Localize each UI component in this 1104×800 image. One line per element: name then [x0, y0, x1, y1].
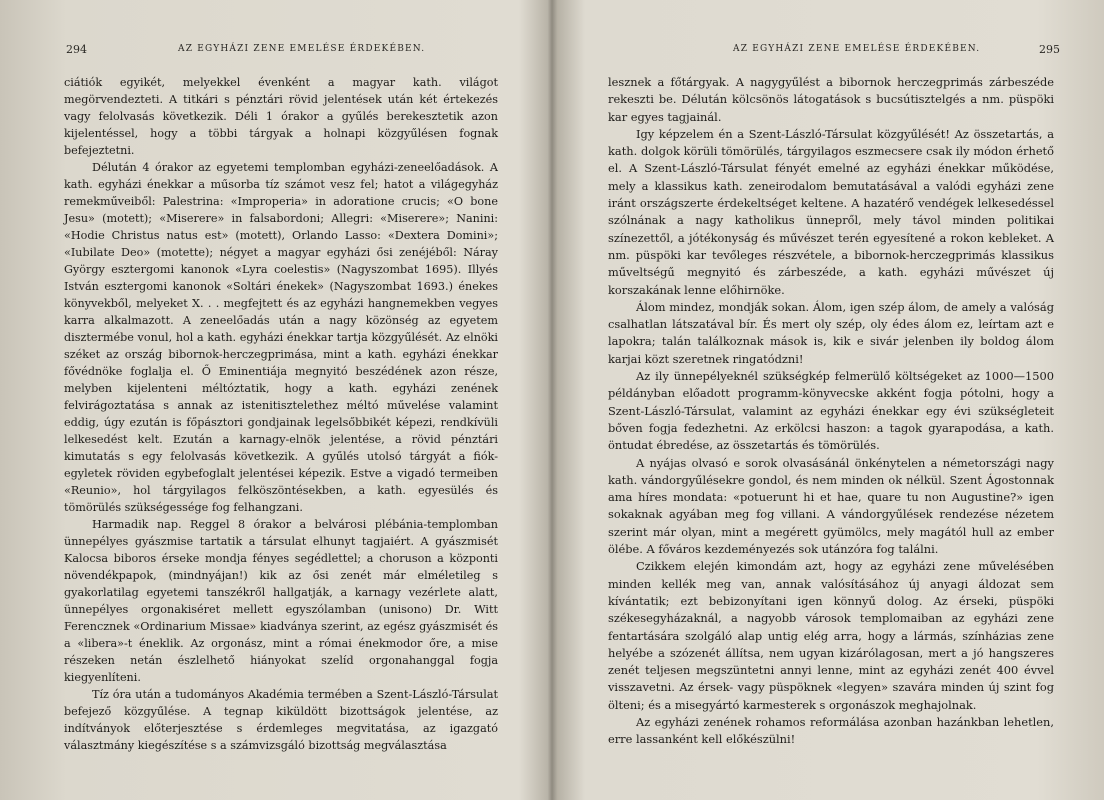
- paragraph: Az ily ünnepélyeknél szükségkép felmerülő költségeket az 1000—1500 példányban előadott programm-könyvecske akként fogja pótolni, hogy a Szent-László-Társulat, valamint az egyházi énekkar egy évi szükségleteit bőven fogja fedezhetni. Az erkölcsi haszon: a tagok gyarapodása, a kath. öntudat ébredése, az összetartás és tömörülés.: [608, 369, 1054, 453]
- page-number: 295: [1039, 43, 1060, 56]
- paragraph: Tíz óra után a tudományos Akadémia termében a Szent-László-Társulat befejező közgyűlése. A tegnap kiküldött bizottságok jelentése, az indítványok előterjesztése s érdemleges megvitatása, az igazgató választmány kiegészítése s a számvizsgáló bizottság megválasztása: [64, 688, 498, 752]
- paragraph: Czikkem elején kimondám azt, hogy az egyházi zene művelésében minden kellék meg van, annak valósításához új anyagi áldozat sem kívántatik; ezt bebizonyítani igen könnyű dolog. Az érseki, püspöki székesegyházaknál, a nagyobb városok templomaiban az egyházi zene fentartására szolgáló alap untig elég arra, hogy a lármás, színházias zene helyébe a szózenét állítsa, nem ugyan kizárólagosan, mert a jó hangszeres zenét teljesen megszüntetni annyi lenne, mint az egyházi zenét 400 évvel visszavetni. Az érsek- vagy püspöknek «legyen» szavára minden új szint fog ölteni; és a misegyártó karmesterek s orgonászok meghajolnak.: [608, 559, 1054, 712]
- running-head: AZ EGYHÁZI ZENE EMELÉSE ÉRDEKÉBEN.: [178, 44, 426, 54]
- paragraph: Álom mindez, mondják sokan. Álom, igen szép álom, de amely a valóság csalhatlan látszatával bír. És mert oly szép, oly édes álom ez, leírtam azt e lapokra; talán találkoznak mások is, kik e sivár jelenben ily boldog álom karjai közt szeretnek ringatódzni!: [608, 299, 1054, 366]
- paragraph: Igy képzelem én a Szent-László-Társulat közgyűlését! Az összetartás, a kath. dolgok körüli tömörülés, tárgyilagos eszmecsere csak ily módon érhető el. A Szent-László-Társulat fényét emelné az egyházi énekkar működése, mely a klassikus kath. zeneirodalom bemutatásával a valódi egyházi zene iránt országszerte érdekeltséget keltene. A hazatérő vendégek lelkesedéssel szólnának a nagy katholikus ünnepről, mely távol minden politikai színezettől, a jótékonyság és művészet terén egyesítené a rokon kebleket. A nm. püspöki kar tevőleges részvétele, a bibornok-herczegprimás klassikus műveltségű megnyitó és zárbeszéde, a kath. egyházi művészet új korszakának lenne előhirnöke.: [608, 126, 1054, 297]
- paragraph: A nyájas olvasó e sorok olvasásánál önkénytelen a németországi nagy kath. vándorgyűlésekre gondol, és nem minden ok nélkül. Szent Ágostonnak ama híres mondata: «potuerunt hi et hae, quare tu non Augustine?» igen sokaknak agyában meg fog villani. A vándorgyűlések rendezése nézetem szerint már olyan, mint a megérett gyümölcs, mely magától hull az ember ölébe. A főváros kezdeményezés sok utánzóra fog találni.: [608, 455, 1054, 557]
- paragraph: ciátiók egyikét, melyekkel évenként a magyar kath. világot megörvendezteti. A titkári s pénztári rövid jelentések után két értekezés vagy felolvasás következik. Déli 1 órakor a gyűlés berekesztetik azon kijelentéssel, hogy a többi tárgyak a holnapi közgyűlésen fognak befejeztetni.: [64, 76, 498, 157]
- running-head: AZ EGYHÁZI ZENE EMELÉSE ÉRDEKÉBEN.: [733, 44, 981, 54]
- left-page-text: [64, 74, 498, 754]
- right-page-text: [608, 74, 1054, 749]
- page-number: 294: [66, 43, 87, 56]
- paragraph: Harmadik nap. Reggel 8 órakor a belvárosi plébánia-templomban ünnepélyes gyászmise tartatik a társulat elhunyt tagjaiért. A gyászmisét Kalocsa biboros érseke mondja fényes segédlettel; a choruson a központi növendékpapok, (mindnyájan!) kik az ősi zenét már elméletileg s gyakorlatilag egyetemi tanszékről hallgatják, a karnagy vezérlete alatt, ünnepélyes orgonakiséret mellett egyszólamban (unisono) Dr. Witt Ferencznek «Ordinarium Missae» kiadványa szerint, az egész gyászmisét és a «libera»-t éneklik. Az orgonász, mint a római énekmodor őre, a mise részeken netán észlelhető hiányokat szelíd orgonahanggal fogja kiegyenlíteni.: [64, 518, 498, 684]
- paragraph: Délután 4 órakor az egyetemi templomban egyházi-zeneelőadások. A kath. egyházi énekkar a műsorba tíz számot vesz fel; hatot a világegyház remekműveiből: Palestrina: «Improperia» in adoratione crucis; «O bone Jesu» (motett); «Miserere» in falsabordoni; Allegri: «Miserere»; Nanini: «Hodie Christus natus est» (motett), Orlando Lasso: «Dextera Domini»; «Iubilate Deo» (motette); négyet a magyar egyházi ősi zenéjéből: Náray György esztergomi kanonok «Lyra coelestis» (Nagyszombat 1695). Illyés István esztergomi kanonok «Soltári énekek» (Nagyszombat 1693.) énekes könyvekből, melyeket X. . . megfejtett és az egyházi hangnemekben vegyes karra alkalmazott. A zeneelőadás után a nagy közönség az egyetem disztermébe vonul, hol a kath. egyházi énekkar tartja közgyűlését. Az elnöki széket az ország bibornok-herczegprimása, mint a kath. egyházi énekkar fővédnöke foglalja el. Ő Eminentiája megnyitó beszédének azon része, melyben kijelenteni méltóztatik, hogy a kath. egyházi zenének felvirágoztatása s annak az istenitisztelethez méltó művelése valamint eddig, úgy ezután is főpásztori gondjainak legelsőbbikét képezi, rendkívüli lelkesedést kelt. Ezután a karnagy-elnök jelentése, a rövid pénztári kimutatás s egy felolvasás következik. A gyűlés utolsó tárgyát a fiók-egyletek röviden egybefoglalt jelentései képezik. Estve a vigadó termeiben «Reunio», hol tárgyilagos felköszöntésekben, a kath. egyesülés és tömörülés szükségessége fog felhangzani.: [64, 161, 498, 514]
- right-page: [552, 0, 1104, 800]
- paragraph: lesznek a főtárgyak. A nagygyűlést a bibornok herczegprimás zárbeszéde rekeszti be. Délután kölcsönös látogatások s bucsútisztelgés a nm. püspöki kar egyes tagjainál.: [608, 75, 1054, 124]
- paragraph: Az egyházi zenének rohamos reformálása azonban hazánkban lehetlen, erre lassanként kell előkészülni!: [608, 714, 1054, 747]
